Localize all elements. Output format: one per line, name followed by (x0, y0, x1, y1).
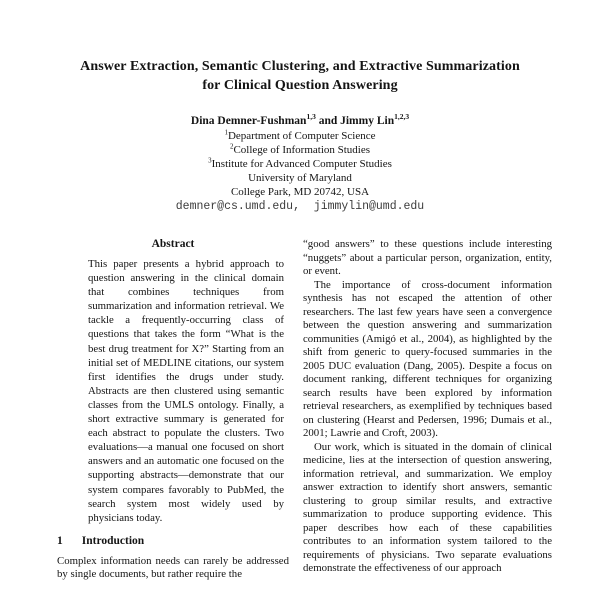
left-column (57, 238, 289, 582)
body-paragraph-2: The importance of cross-document information synthesis has not escaped the attention of other researchers. The last few years have seen a convergence between the question answering and summarization communities (Amigó et al., 2004), as highlighted by the shift from generic to query-focused summaries in the 2005 DUC evaluation (Dang, 2005). Despite a focus on document ranking, different techniques for organizing search results have been explored by information retrieval researchers, as exemplified by techniques based on clustering (Hearst and Pedersen, 1996; Dumais et al., 2001; Lawrie and Croft, 2003). (303, 278, 552, 439)
paper-title-line1: Answer Extraction, Semantic Clustering, and Extractive Summarization (80, 59, 520, 74)
paper-header (0, 58, 600, 213)
affiliation-text-1: Department of Computer Science (227, 130, 376, 142)
affiliation-text-5: College Park, MD 20742, USA (230, 186, 370, 198)
body-paragraph-1: “good answers” to these questions include interesting “nuggets” about a particular person, organization, entity, or event. (303, 238, 552, 277)
affiliation-sup-3: 3 (208, 156, 212, 165)
author-affiliation-marks-2: 1,2,3 (394, 112, 410, 122)
author-line (0, 112, 600, 127)
affiliation-line-3 (0, 157, 600, 171)
affiliation-block (0, 129, 600, 199)
abstract-heading: Abstract (151, 238, 195, 250)
paper-title (0, 58, 600, 95)
author-joiner: and (318, 115, 338, 127)
affiliation-text-2: College of Information Studies (233, 144, 371, 156)
intro-paragraph: Complex information needs can rarely be addressed by single documents, but rather require the (57, 554, 289, 581)
section-heading-introduction (57, 535, 289, 547)
section-title: Introduction (81, 534, 145, 547)
affiliation-line-4 (0, 171, 600, 185)
affiliation-line-5 (0, 185, 600, 199)
abstract-text: This paper presents a hybrid approach to question answering in the clinical domain that combines techniques from summarization and information retrieval. We tackle a frequently-occurring class of questions that takes the form “What is the best drug treatment for X?” Starting from an initial set of MEDLINE citations, our system first identifies the drugs under study. Abstracts are then clustered using semantic classes from the UMLS ontology. Finally, a short extractive summary is generated for each abstract to populate the clusters. Two evaluations—a manual one focused on short answers and an automatic one focused on the supporting abstracts—demonstrate that our system compares favorably to PubMed, the search system most widely used by physicians today. (88, 258, 284, 524)
section-number: 1 (57, 534, 63, 547)
affiliation-sup-2: 2 (229, 142, 234, 151)
author-name-1: Dina Demner-Fushman (190, 115, 307, 127)
affiliation-line-1 (0, 129, 600, 143)
author-emails: demner@cs.umd.edu, jimmylin@umd.edu (175, 200, 425, 213)
affiliation-line-2 (0, 143, 600, 157)
author-name-2: Jimmy Lin (340, 115, 395, 127)
paper-title-line2: for Clinical Question Answering (202, 77, 398, 93)
right-column (303, 238, 552, 576)
body-paragraph-3: Our work, which is situated in the domain of clinical medicine, lies at the intersection of question answering, information retrieval, and summarization. We employ answer extraction to identify short answers, semantic clustering to group similar results, and extractive summarization to produce supporting evidence. This paper describes how each of these capabilities contributes to an information system tailored to the requirements of physicians. Two separate evaluations demonstrate the effectiveness of our approach (303, 440, 552, 574)
affiliation-text-4: University of Maryland (248, 172, 352, 184)
affiliation-sup-1: 1 (224, 128, 228, 137)
author-affiliation-marks-1: 1,3 (306, 112, 316, 122)
affiliation-text-3: Institute for Advanced Computer Studies (211, 158, 392, 170)
